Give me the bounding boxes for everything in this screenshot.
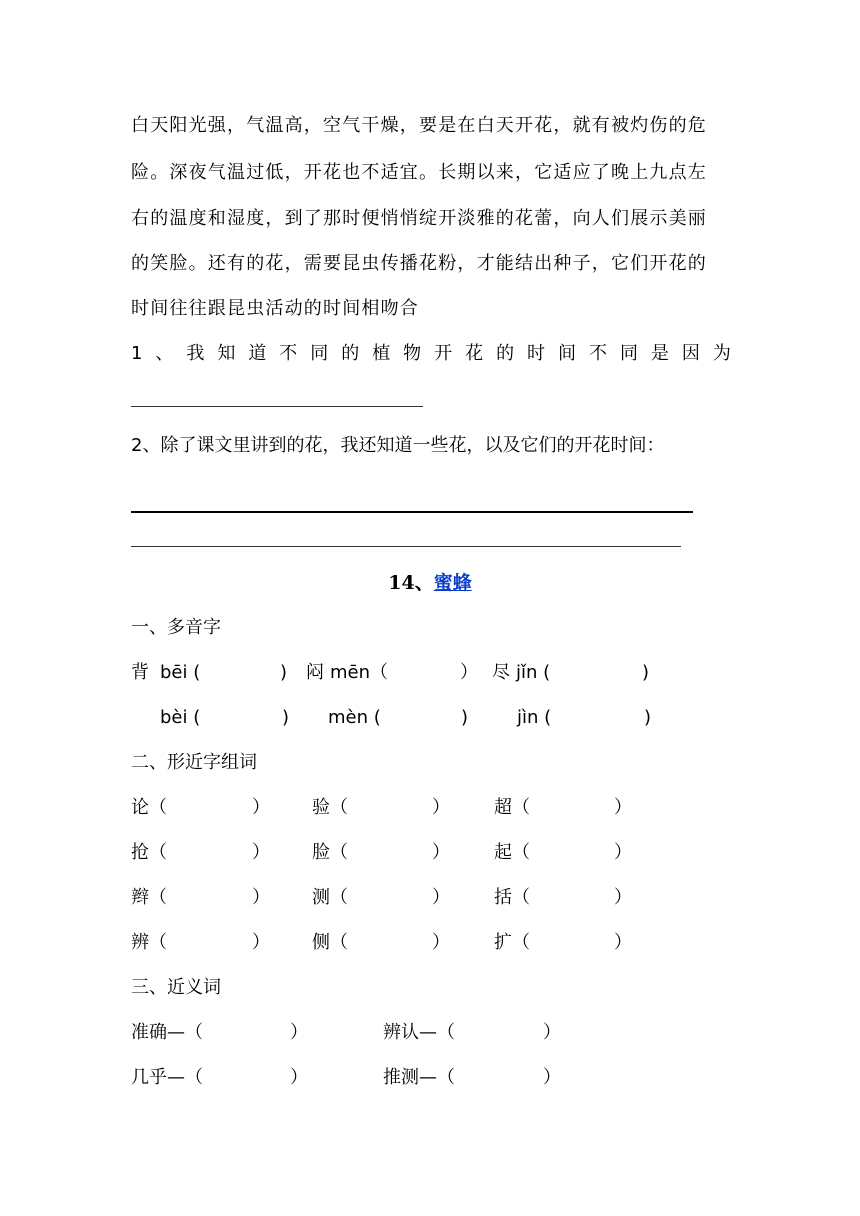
section-heading: 三、近义词 bbox=[131, 977, 221, 998]
word-blank-close: ） bbox=[252, 842, 270, 863]
section-heading: 二、形近字组词 bbox=[131, 752, 257, 773]
passage-line: 右的温度和湿度，到了那时便悄悄绽开淡雅的花蕾，向人们展示美丽 bbox=[131, 208, 707, 229]
word-blank: 抢（ bbox=[131, 842, 167, 863]
pinyin-blank: bèi ( bbox=[160, 707, 201, 728]
pinyin-blank: mèn ( bbox=[328, 707, 381, 728]
q1-char: 1 bbox=[131, 343, 143, 364]
q1-char: 道 bbox=[248, 343, 267, 364]
q1-char: 花 bbox=[465, 343, 484, 364]
synonym-blank-close: ） bbox=[543, 1067, 561, 1088]
word-blank-close: ） bbox=[432, 887, 450, 908]
pinyin-blank-close: ) bbox=[280, 662, 288, 683]
word-blank: 脸（ bbox=[312, 842, 348, 863]
passage-line: 白天阳光强，气温高，空气干燥，要是在白天开花，就有被灼伤的危 bbox=[131, 115, 707, 136]
pinyin-blank-close: ) bbox=[644, 707, 652, 728]
word-blank: 扩（ bbox=[494, 932, 530, 953]
section-heading: 一、多音字 bbox=[131, 617, 221, 638]
word-blank: 测（ bbox=[312, 887, 348, 908]
answer-line-q2-a[interactable] bbox=[131, 511, 693, 513]
q1-char: 因 bbox=[681, 343, 700, 364]
word-blank-close: ） bbox=[252, 797, 270, 818]
polyphone-char: 背 bbox=[131, 662, 149, 683]
q1-char: 的 bbox=[341, 343, 360, 364]
q1-char: 我 bbox=[186, 343, 205, 364]
word-blank-close: ） bbox=[614, 797, 632, 818]
q1-char: 时 bbox=[527, 343, 546, 364]
q1-char: 是 bbox=[650, 343, 669, 364]
word-blank: 辨（ bbox=[131, 932, 167, 953]
passage-line: 的笑脸。还有的花，需要昆虫传播花粉，才能结出种子，它们开花的 bbox=[131, 253, 707, 274]
q1-char: 不 bbox=[279, 343, 298, 364]
synonym-blank: 辨认—（ bbox=[383, 1022, 455, 1043]
q1-char: 物 bbox=[403, 343, 422, 364]
pinyin-blank: mēn（ bbox=[330, 662, 389, 683]
question-1 bbox=[131, 343, 731, 365]
q1-char: 的 bbox=[496, 343, 515, 364]
word-blank: 论（ bbox=[131, 797, 167, 818]
q1-char: 同 bbox=[619, 343, 638, 364]
pinyin-blank-close: ) bbox=[282, 707, 290, 728]
lesson-title bbox=[0, 571, 860, 595]
word-blank: 验（ bbox=[312, 797, 348, 818]
passage-line: 时间往往跟昆虫活动的时间相吻合 bbox=[131, 298, 419, 319]
synonym-blank: 准确—（ bbox=[131, 1022, 203, 1043]
word-blank-close: ） bbox=[614, 932, 632, 953]
q1-char: 知 bbox=[217, 343, 236, 364]
word-blank-close: ） bbox=[252, 887, 270, 908]
word-blank-close: ） bbox=[432, 932, 450, 953]
word-blank: 超（ bbox=[494, 797, 530, 818]
polyphone-char: 闷 bbox=[306, 662, 324, 683]
word-blank: 辫（ bbox=[131, 887, 167, 908]
pinyin-blank-close: ） bbox=[460, 662, 478, 683]
pinyin-blank: bēi ( bbox=[160, 662, 201, 683]
lesson-title-link[interactable]: 蜜蜂 bbox=[433, 572, 472, 594]
answer-line-q1[interactable] bbox=[131, 406, 423, 407]
q1-char: 植 bbox=[372, 343, 391, 364]
word-blank: 起（ bbox=[494, 842, 530, 863]
lesson-number: 14、 bbox=[388, 572, 434, 594]
q1-char: 、 bbox=[155, 343, 174, 364]
word-blank-close: ） bbox=[432, 842, 450, 863]
q1-char: 同 bbox=[310, 343, 329, 364]
q1-char: 不 bbox=[588, 343, 607, 364]
synonym-blank: 几乎—（ bbox=[131, 1067, 203, 1088]
passage-line: 险。深夜气温过低，开花也不适宜。长期以来，它适应了晚上九点左 bbox=[131, 162, 707, 183]
pinyin-blank: jǐn ( bbox=[516, 662, 551, 683]
question-2: 2、除了课文里讲到的花，我还知道一些花，以及它们的开花时间： bbox=[131, 435, 665, 456]
synonym-blank-close: ） bbox=[290, 1067, 308, 1088]
polyphone-char: 尽 bbox=[492, 662, 510, 683]
pinyin-blank-close: ) bbox=[461, 707, 469, 728]
synonym-blank: 推测—（ bbox=[383, 1067, 455, 1088]
word-blank: 侧（ bbox=[312, 932, 348, 953]
synonym-blank-close: ） bbox=[543, 1022, 561, 1043]
word-blank: 括（ bbox=[494, 887, 530, 908]
q1-char: 开 bbox=[434, 343, 453, 364]
word-blank-close: ） bbox=[614, 887, 632, 908]
q1-char: 为 bbox=[712, 343, 731, 364]
word-blank-close: ） bbox=[432, 797, 450, 818]
q1-char: 间 bbox=[558, 343, 577, 364]
word-blank-close: ） bbox=[614, 842, 632, 863]
pinyin-blank-close: ) bbox=[642, 662, 650, 683]
answer-line-q2-b[interactable] bbox=[131, 546, 681, 547]
pinyin-blank: jìn ( bbox=[517, 707, 552, 728]
word-blank-close: ） bbox=[252, 932, 270, 953]
synonym-blank-close: ） bbox=[290, 1022, 308, 1043]
